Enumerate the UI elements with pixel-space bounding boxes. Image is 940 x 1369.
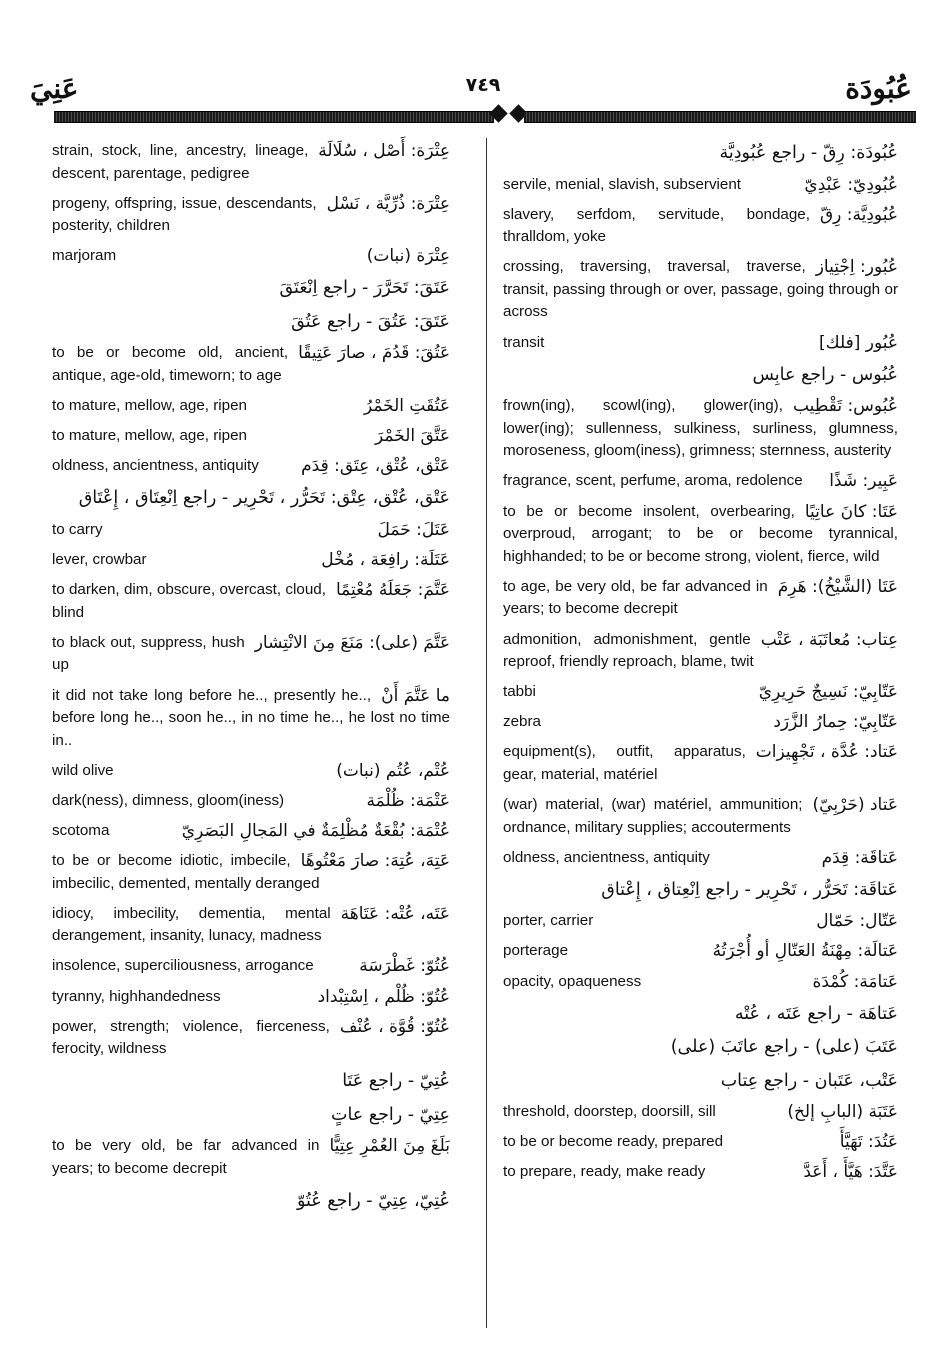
arabic-headword: عَتامَة: كُمْدَة (812, 971, 898, 992)
arabic-headword: عَبِير: شَذًا (829, 471, 898, 492)
column-divider (486, 138, 487, 1328)
right-column (503, 140, 898, 1191)
arabic-headword: عَتَا: كانَ عاتِيًا (804, 501, 898, 522)
dictionary-entry (52, 1102, 450, 1128)
dictionary-entry (503, 395, 898, 463)
english-definition: to be or become ready, prepared (503, 1133, 724, 1151)
arabic-headword: عُتِيّ - راجع عَتَا (342, 1071, 450, 1092)
english-definition: slavery, serfdom, servitude, bondage, thralldom, yoke (503, 205, 810, 246)
dictionary-entry (52, 193, 450, 238)
arabic-headword: عُبُوس: تَقْطِيب (792, 396, 898, 417)
dictionary-entry (503, 1034, 898, 1060)
english-definition: (war) material, (war) matériel, ammunition; ordnance, military supplies; accouterments (503, 796, 803, 836)
arabic-headword: عَتالَة: مِهْنَةُ العَتّالِ أو أُجْرَتُهُ (712, 941, 898, 962)
english-definition: to carry (52, 520, 103, 538)
dictionary-entry (52, 342, 450, 387)
arabic-headword: عَتَقَ: عَتُقَ - راجع عَتُقَ (291, 311, 450, 332)
english-definition: equipment(s), outfit, apparatus, gear, material, matériel (503, 743, 746, 783)
arabic-headword: عِتْرَة (نبات) (366, 246, 450, 267)
english-definition: to black out, suppress, hush up (52, 633, 245, 674)
english-definition: strain, stock, line, ancestry, lineage, descent, parentage, pedigree (52, 142, 309, 182)
dictionary-entry (503, 1001, 898, 1027)
english-definition: power, strength; violence, fierceness, ferocity, wildness (52, 1017, 330, 1058)
dictionary-entry (503, 1101, 898, 1124)
arabic-headword: عَتَّمَ (على): مَنَعَ مِنَ الانْتِشار (254, 632, 450, 653)
arabic-headword: عُبُودِيَّة: رِقّ (819, 204, 898, 225)
arabic-headword: عِتِيّ - راجع عاتٍ (330, 1104, 450, 1125)
arabic-headword: عُتْم، عُتُم (نبات) (336, 760, 450, 781)
dictionary-entry (503, 501, 898, 569)
english-definition: crossing, traversing, traversal, traverse, transit, passing through or over, passage, going through or across (503, 258, 898, 321)
arabic-headword: عَتَقَ: تَحَرَّرَ - راجع اِنْعَتَقَ (279, 278, 450, 299)
dictionary-entry (503, 362, 898, 388)
english-definition: to be or become idiotic, imbecile, imbecilic, demented, mentally deranged (52, 852, 320, 892)
dictionary-entry (503, 741, 898, 786)
dictionary-entry (52, 245, 450, 268)
arabic-headword: عِتاب: مُعاتَبَة ، عَتْب (760, 629, 898, 650)
english-definition: idiocy, imbecility, dementia, mental derangement, insanity, lunacy, madness (52, 904, 331, 945)
dictionary-entry (52, 395, 450, 418)
left-column (52, 140, 450, 1222)
arabic-headword: عَتّابِيّ: نَسِيجٌ حَرِيرِيّ (758, 682, 898, 703)
english-definition: to mature, mellow, age, ripen (52, 397, 248, 415)
dictionary-entry (503, 711, 898, 734)
dictionary-entry (52, 140, 450, 185)
english-definition: wild olive (52, 761, 114, 779)
english-definition: progeny, offspring, issue, descendants, posterity, children (52, 194, 317, 235)
english-definition: admonition, admonishment, gentle reproof, friendly reproach, blame, twit (503, 630, 754, 671)
running-head-last-word: عَنِيَ (30, 72, 79, 105)
arabic-headword: عُبُور: اِجْتِياز (815, 257, 898, 278)
english-definition: to darken, dim, obscure, overcast, cloud, blind (52, 581, 326, 621)
arabic-headword: عَتَلَة: رافِعَة ، مُخْل (321, 550, 450, 571)
dictionary-entry (52, 1135, 450, 1180)
english-definition: fragrance, scent, perfume, aroma, redolence (503, 472, 803, 490)
dictionary-entry (52, 820, 450, 843)
arabic-headword: عَتَا (الشَّيْخُ): هَرِمَ (777, 576, 898, 597)
english-definition: opacity, opaqueness (503, 972, 642, 990)
dictionary-entry (503, 140, 898, 166)
arabic-headword: عَتْق، عُتْق، عِتْق: تَحَرُّر ، تَحْرِير - راجع اِنْعِتَاق ، إِعْتَاق (78, 488, 450, 509)
dictionary-entry (52, 549, 450, 572)
dictionary-entry (52, 1016, 450, 1061)
arabic-headword: عَتِهَ، عُتِهَ: صارَ مَعْتُوهًا (300, 851, 450, 872)
arabic-headword: عَتّابِيّ: حِمارُ الزَّرَد (773, 712, 898, 733)
dictionary-entry (52, 685, 450, 753)
dictionary-entry (503, 1131, 898, 1154)
arabic-headword: عُتْمَة: بُقْعَةٌ مُظْلِمَةٌ في المَجالِ البَصَرِيّ (181, 820, 450, 841)
english-definition: frown(ing), scowl(ing), glower(ing), lower(ing); sullenness, sulkiness, surliness, glumness, moroseness, gloom(iness), grimness; sternness, austerity (503, 397, 898, 460)
dictionary-entry (52, 790, 450, 813)
english-definition: tyranny, highhandedness (52, 987, 221, 1005)
arabic-headword: عَتْق، عُتْق، عِتَق: قِدَم (301, 456, 450, 477)
arabic-headword: عُتُوّ: قُوَّة ، عُنْف (339, 1016, 450, 1037)
arabic-headword: عَتَلَ: حَمَلَ (377, 519, 450, 540)
dictionary-entry (52, 579, 450, 624)
english-definition: zebra (503, 713, 541, 731)
english-definition: lever, crowbar (52, 551, 147, 569)
dictionary-entry (503, 1068, 898, 1094)
dictionary-entry (52, 309, 450, 335)
arabic-headword: عَتاقَة: تَحَرُّر ، تَحْرِير - راجع اِنْعِتاق ، إِعْتاق (601, 879, 898, 900)
arabic-headword: عُبُودَة: رِقّ - راجع عُبُودِيَّة (719, 143, 898, 163)
arabic-headword: عُبُودِيّ: عَبْدِيّ (804, 174, 898, 195)
arabic-headword: ما عَتَّمَ أَنْ (381, 685, 450, 706)
dictionary-entry (503, 910, 898, 933)
dictionary-entry (52, 455, 450, 478)
arabic-headword: عُبُور [فلك] (818, 332, 898, 353)
dictionary-entry (52, 986, 450, 1009)
arabic-headword: عَتّال: حَمّال (816, 911, 898, 932)
arabic-headword: عَتَه، عُتْه: عَتَاهَة (340, 903, 450, 924)
arabic-headword: عَتَّدَ: هَيَّأَ ، أَعَدَّ (803, 1162, 898, 1183)
english-definition: porterage (503, 942, 569, 960)
arabic-headword: عُتُوّ: ظُلْم ، اِسْتِبْداد (317, 986, 450, 1007)
arabic-headword: عُبُوس - راجع عابِس (752, 364, 898, 385)
dictionary-entry (503, 629, 898, 674)
arabic-headword: عَتْب، عَتَبان - راجع عِتاب (720, 1070, 898, 1091)
dictionary-entry (503, 256, 898, 324)
arabic-headword: عُتِيّ، عِتِيّ - راجع عُتُوّ (296, 1191, 450, 1211)
arabic-headword: عَتُدَ: تَهَيَّأَ (839, 1132, 898, 1153)
arabic-headword: عُتُوّ: غَطْرَسَة (359, 956, 450, 977)
dictionary-entry (503, 1161, 898, 1184)
arabic-headword: عَتَّمَ: جَعَلَهُ مُعْتِمًا (335, 580, 450, 601)
dictionary-entry (503, 204, 898, 249)
dictionary-entry (52, 955, 450, 978)
dictionary-entry (52, 519, 450, 542)
dictionary-entry (503, 681, 898, 704)
header-rule-left (54, 111, 494, 123)
dictionary-entry (52, 1068, 450, 1094)
english-definition: to be very old, be far advanced in years; to become decrepit (52, 1137, 320, 1177)
dictionary-entry (52, 903, 450, 948)
dictionary-entry (503, 847, 898, 870)
arabic-headword: عِتْرَة: أَصْل ، سُلَالَة (318, 141, 450, 161)
dictionary-entry (503, 576, 898, 621)
english-definition: servile, menial, slavish, subservient (503, 175, 742, 193)
english-definition: dark(ness), dimness, gloom(iness) (52, 791, 285, 809)
running-head-first-word: عُبُودَة (845, 72, 912, 105)
dictionary-entry (503, 940, 898, 963)
english-definition: it did not take long before he.., presently he.., before long he.., soon he.., in no time he.., he lost no time in.. (52, 686, 450, 749)
english-definition: marjoram (52, 247, 117, 265)
dictionary-entry (52, 850, 450, 895)
arabic-headword: عَتُقَ: قَدُمَ ، صارَ عَتِيقًا (298, 343, 450, 364)
dictionary-entry (503, 971, 898, 994)
dictionary-entry (503, 794, 898, 839)
english-definition: oldness, ancientness, antiquity (503, 848, 710, 866)
english-definition: scotoma (52, 821, 110, 839)
arabic-headword: عَتْمَة: ظُلْمَة (366, 790, 450, 811)
english-definition: to age, be very old, be far advanced in years; to become decrepit (503, 577, 768, 618)
dictionary-entry (52, 1188, 450, 1214)
arabic-headword: عَتاقَة: قِدَم (821, 847, 898, 868)
arabic-headword: عِتْرَة: ذُرِّيَّة ، نَسْل (326, 193, 450, 214)
arabic-headword: عَتُقَتِ الخَمْرُ (363, 396, 450, 417)
arabic-headword: عَتاهَة - راجع عَتَه ، عُتْه (734, 1003, 898, 1024)
header-rule-right (524, 111, 916, 123)
dictionary-entry (503, 332, 898, 355)
english-definition: to mature, mellow, age, ripen (52, 427, 248, 445)
dictionary-entry (503, 174, 898, 197)
dictionary-entry (52, 425, 450, 448)
arabic-headword: عَتَبَ (على) - راجع عاتَبَ (على) (670, 1037, 898, 1058)
dictionary-entry (503, 877, 898, 903)
dictionary-entry (52, 485, 450, 511)
dictionary-entry (52, 632, 450, 677)
dictionary-entry (503, 470, 898, 493)
arabic-headword: عَتاد (حَرْبِيّ) (812, 795, 898, 816)
page-number: ٧٤٩ (465, 74, 501, 96)
english-definition: to be or become old, ancient, antique, age-old, timeworn; to age (52, 344, 289, 385)
arabic-headword: بَلَغَ مِنَ العُمْرِ عِتِيًّا (329, 1136, 450, 1157)
arabic-headword: عَتَّقَ الخَمْرَ (375, 426, 450, 447)
arabic-headword: عَتاد: عُدَّة ، تَجْهِيزات (755, 742, 898, 763)
arabic-headword: عَتَبَة (البابِ إلخ) (787, 1102, 898, 1123)
english-definition: to prepare, ready, make ready (503, 1163, 706, 1181)
english-definition: tabbi (503, 683, 536, 701)
english-definition: insolence, superciliousness, arrogance (52, 957, 314, 975)
english-definition: transit (503, 333, 545, 351)
english-definition: threshold, doorstep, doorsill, sill (503, 1103, 716, 1121)
dictionary-entry (52, 275, 450, 301)
english-definition: oldness, ancientness, antiquity (52, 457, 259, 475)
dictionary-entry (52, 760, 450, 783)
english-definition: porter, carrier (503, 912, 594, 930)
english-definition: to be or become insolent, overbearing, overproud, arrogant; to be or become tyrannical, highhanded; to be or become strong, violent, fierce, wild (503, 502, 898, 565)
